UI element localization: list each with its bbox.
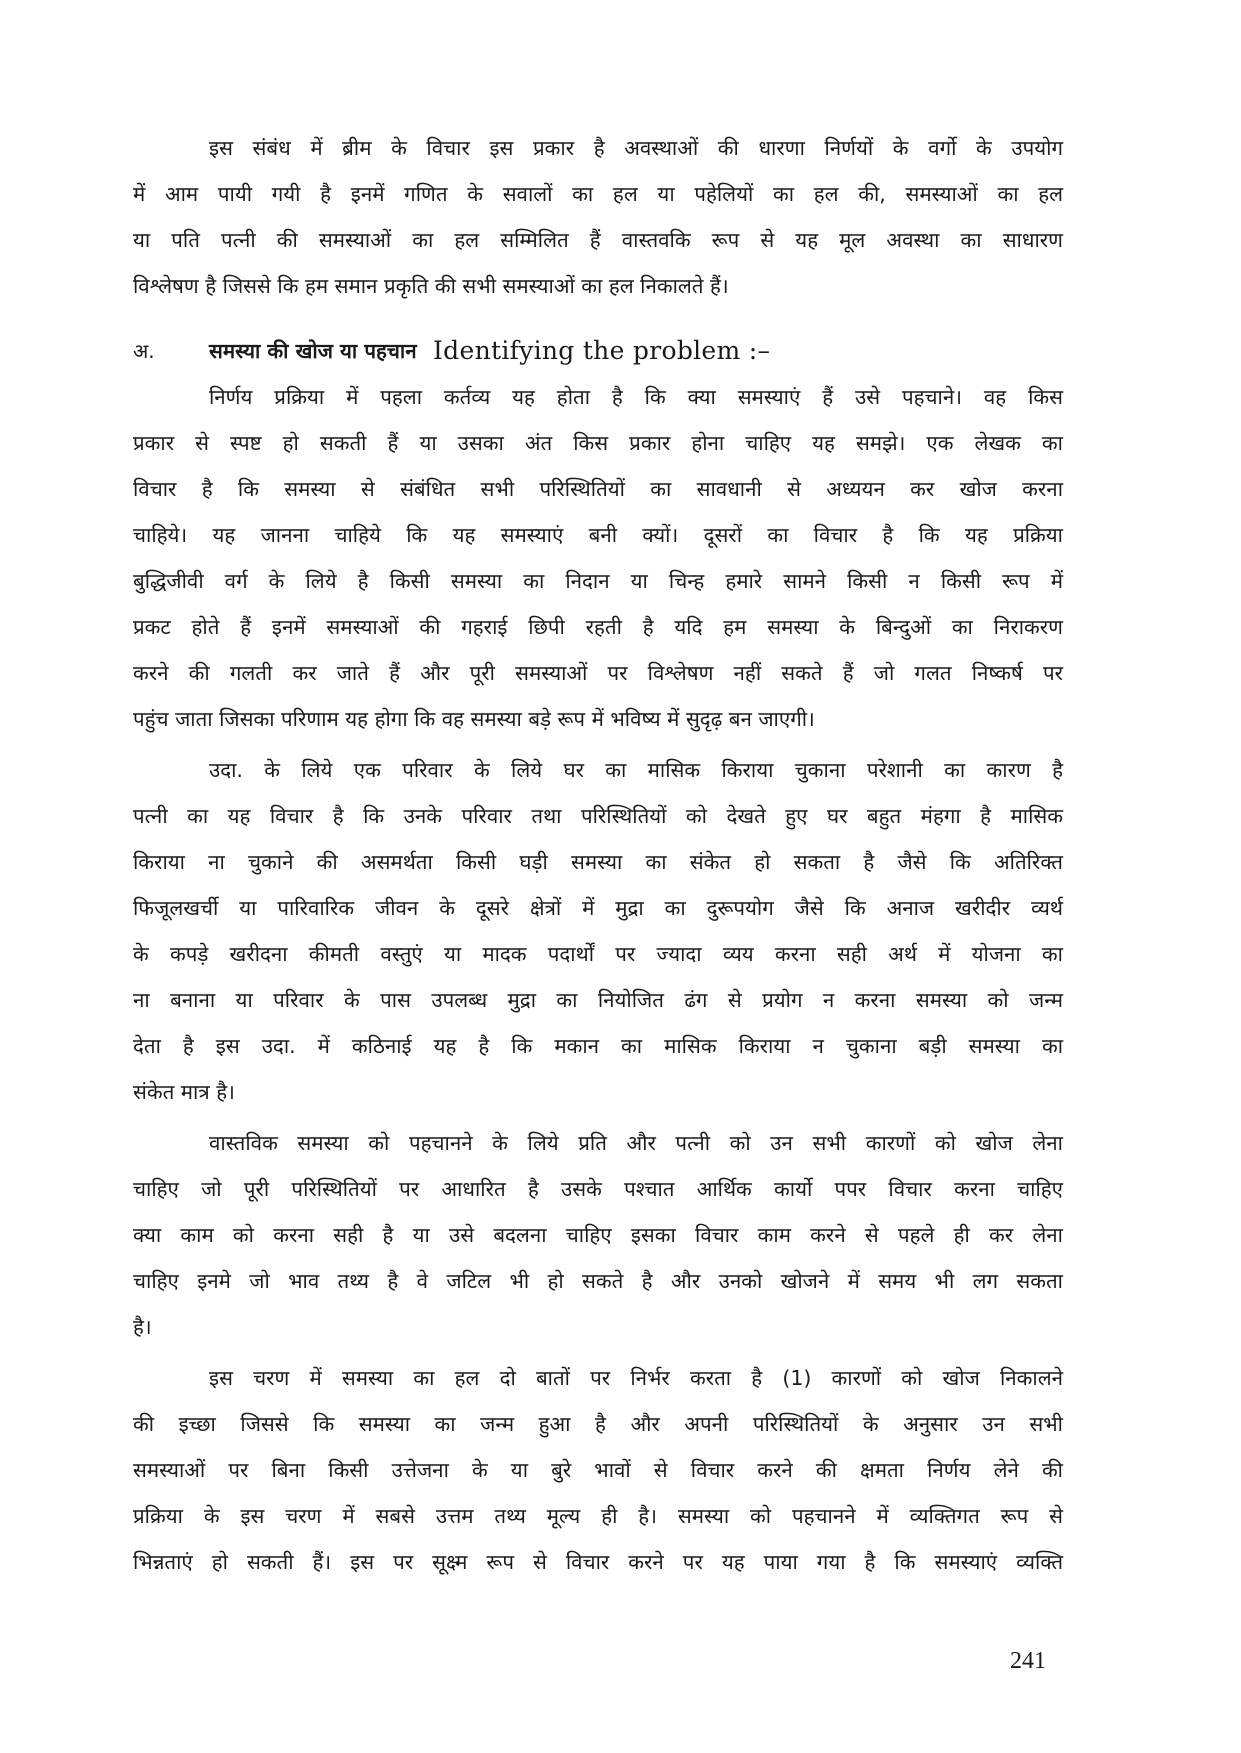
section-title-hindi: समस्या की खोज या पहचान (209, 339, 417, 363)
paragraph-3-line-8: संकेत मात्र है। (133, 1080, 235, 1104)
paragraph-3-line-7: देता है इस उदा. में कठिनाई यह है कि मकान का मासिक किराया न चुकाना बड़ी समस्या का (133, 1034, 1063, 1058)
paragraph-3-line-3: किराया ना चुकाने की असमर्थता किसी घड़ी समस्या का संकेत हो सकता है जैसे कि अतिरिक्त (133, 850, 1063, 874)
paragraph-4-line-4: चाहिए इनमे जो भाव तथ्य है वे जटिल भी हो सकते है और उनको खोजने में समय भी लग सकता (133, 1269, 1063, 1293)
paragraph-3-line-1: उदा. के लिये एक परिवार के लिये घर का मासिक किराया चुकाना परेशानी का कारण है (209, 758, 1063, 782)
paragraph-2-line-8: पहुंच जाता जिसका परिणाम यह होगा कि वह समस्या बड़े रूप में भविष्य में सुदृढ़ बन जाएगी। (133, 707, 815, 731)
paragraph-4-line-3: क्या काम को करना सही है या उसे बदलना चाहिए इसका विचार काम करने से पहले ही कर लेना (133, 1223, 1063, 1247)
paragraph-1-line-4: विश्लेषण है जिससे कि हम समान प्रकृति की सभी समस्याओं का हल निकालते हैं। (133, 274, 729, 298)
paragraph-4-line-5: है। (133, 1315, 152, 1339)
paragraph-2-line-3: विचार है कि समस्या से संबंधित सभी परिस्थितियों का सावधानी से अध्ययन कर खोज करना (133, 477, 1063, 501)
paragraph-2-line-4: चाहिये। यह जानना चाहिये कि यह समस्याएं बनी क्यों। दूसरों का विचार है कि यह प्रक्रिया (133, 523, 1063, 547)
paragraph-5-line-4: प्रक्रिया के इस चरण में सबसे उत्तम तथ्य मूल्य ही है। समस्या को पहचानने में व्यक्तिगत रूप से (133, 1504, 1063, 1528)
paragraph-3-line-5: के कपड़े खरीदना कीमती वस्तुएं या मादक पदार्थों पर ज्यादा व्यय करना सही अर्थ में योजना का (133, 942, 1063, 966)
paragraph-5-line-1: इस चरण में समस्या का हल दो बातों पर निर्भर करता है (1) कारणों को खोज निकालने (209, 1366, 1063, 1390)
paragraph-2-line-7: करने की गलती कर जाते हैं और पूरी समस्याओं पर विश्लेषण नहीं सकते हैं जो गलत निष्कर्ष पर (133, 661, 1063, 685)
paragraph-1-line-1: इस संबंध में ब्रीम के विचार इस प्रकार है अवस्थाओं की धारणा निर्णयों के वर्गो के उपयोग (209, 136, 1063, 160)
paragraph-3-line-2: पत्नी का यह विचार है कि उनके परिवार तथा परिस्थितियों को देखते हुए घर बहुत मंहगा है मासिक (133, 804, 1063, 828)
paragraph-5-line-2: की इच्छा जिससे कि समस्या का जन्म हुआ है और अपनी परिस्थितियों के अनुसार उन सभी (133, 1412, 1063, 1436)
paragraph-4-line-2: चाहिए जो पूरी परिस्थितियों पर आधारित है उसके पश्चात आर्थिक कार्यो पपर विचार करना चाहिए (133, 1177, 1063, 1201)
paragraph-1-line-2: में आम पायी गयी है इनमें गणित के सवालों का हल या पहेलियों का हल की, समस्याओं का हल (133, 182, 1063, 206)
paragraph-3-line-4: फिजूलखर्ची या पारिवारिक जीवन के दूसरे क्षेत्रों में मुद्रा का दुरूपयोग जैसे कि अनाज खरीदीर व्यर्थ (133, 896, 1063, 920)
section-marker: अ. (133, 339, 155, 363)
paragraph-5-line-3: समस्याओं पर बिना किसी उत्तेजना के या बुरे भावों से विचार करने की क्षमता निर्णय लेने की (133, 1458, 1063, 1482)
paragraph-2-line-5: बुद्धिजीवी वर्ग के लिये है किसी समस्या का निदान या चिन्ह हमारे सामने किसी न किसी रूप में (133, 569, 1063, 593)
paragraph-2-line-6: प्रकट होते हैं इनमें समस्याओं की गहराई छिपी रहती है यदि हम समस्या के बिन्दुओं का निराकरण (133, 615, 1063, 639)
paragraph-2-line-2: प्रकार से स्पष्ट हो सकती हैं या उसका अंत किस प्रकार होना चाहिए यह समझे। एक लेखक का (133, 431, 1063, 455)
page-number: 241 (1010, 1648, 1046, 1674)
paragraph-3-line-6: ना बनाना या परिवार के पास उपलब्ध मुद्रा का नियोजित ढंग से प्रयोग न करना समस्या को जन्म (133, 988, 1063, 1012)
section-title-english: Identifying the problem :– (433, 336, 771, 365)
paragraph-5-line-5: भिन्नताएं हो सकती हैं। इस पर सूक्ष्म रूप से विचार करने पर यह पाया गया है कि समस्याएं व्यक्ति (133, 1550, 1063, 1574)
paragraph-1-line-3: या पति पत्नी की समस्याओं का हल सम्मिलित हैं वास्तवकि रूप से यह मूल अवस्था का साधारण (133, 228, 1063, 252)
paragraph-4-line-1: वास्तविक समस्या को पहचानने के लिये प्रति और पत्नी को उन सभी कारणों को खोज लेना (209, 1131, 1063, 1155)
paragraph-2-line-1: निर्णय प्रक्रिया में पहला कर्तव्य यह होता है कि क्या समस्याएं हैं उसे पहचाने। वह किस (209, 385, 1063, 409)
